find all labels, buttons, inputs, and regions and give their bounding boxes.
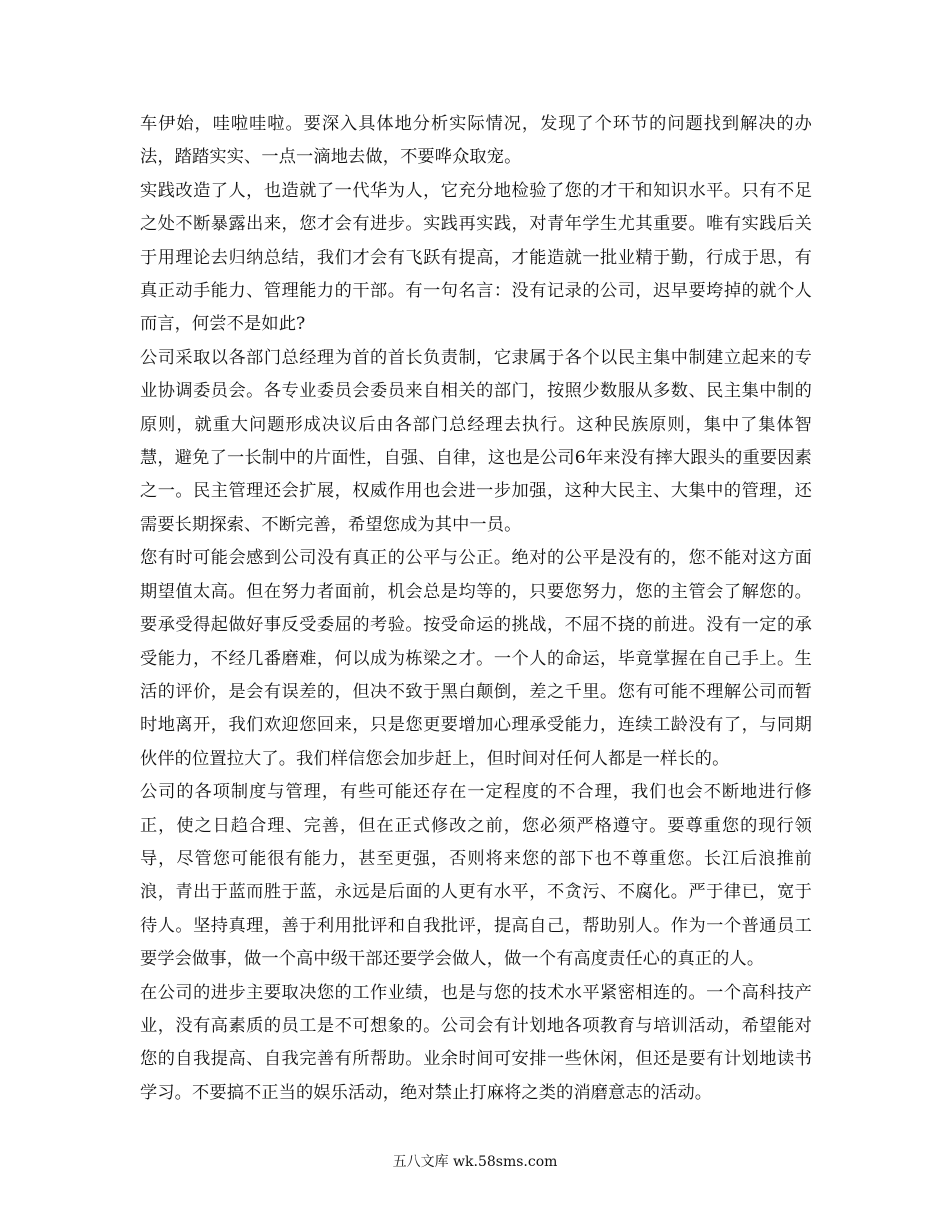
- paragraph: 您有时可能会感到公司没有真正的公平与公正。绝对的公平是没有的，您不能对这方面期望值太高。但在努力者面前，机会总是均等的，只要您努力，您的主管会了解您的。要承受得起做好事反受委屈的考验。按受命运的挑战，不屈不挠的前进。没有一定的承受能力，不经几番磨难，何以成为栋梁之才。一个人的命运，毕竟掌握在自己手上。生活的评价，是会有误差的，但决不致于黑白颠倒，差之千里。您有可能不理解公司而暂时地离开，我们欢迎您回来，只是您更要增加心理承受能力，连续工龄没有了，与同期伙伴的位置拉大了。我们样信您会加步赶上，但时间对任何人都是一样长的。: [140, 548, 812, 769]
- paragraph: 公司采取以各部门总经理为首的首长负责制，它隶属于各个以民主集中制建立起来的专业协调委员会。各专业委员会委员来自相关的部门，按照少数服从多数、民主集中制的原则，就重大问题形成决议后由各部门总经理去执行。这种民族原则，集中了集体智慧，避免了一长制中的片面性，自强、自律，这也是公司6年来没有摔大跟头的重要因素之一。民主管理还会扩展，权威作用也会进一步加强，这种大民主、大集中的管理，还需要长期探索、不断完善，希望您成为其中一员。: [140, 347, 812, 535]
- paragraph: 实践改造了人，也造就了一代华为人，它充分地检验了您的才干和知识水平。只有不足之处不断暴露出来，您才会有进步。实践再实践，对青年学生尤其重要。唯有实践后关于用理论去归纳总结，我们才会有飞跃有提高，才能造就一批业精于勤，行成于思，有真正动手能力、管理能力的干部。有一句名言：没有记录的公司，迟早要垮掉的就个人而言，何尝不是如此?: [140, 180, 812, 335]
- paragraph: 公司的各项制度与管理，有些可能还存在一定程度的不合理，我们也会不断地进行修正，使之日趋合理、完善，但在正式修改之前，您必须严格遵守。要尊重您的现行领导，尽管您可能很有能力，甚至更强，否则将来您的部下也不尊重您。长江后浪推前浪，青出于蓝而胜于蓝，永远是后面的人更有水平，不贪污、不腐化。严于律已，宽于待人。坚持真理，善于利用批评和自我批评，提高自己，帮助别人。作为一个普通员工要学会做事，做一个高中级干部还要学会做人，做一个有高度责任心的真正的人。: [140, 782, 812, 970]
- paragraph: 车伊始，哇啦哇啦。要深入具体地分析实际情况，发现了个环节的问题找到解决的办法，踏踏实实、一点一滴地去做，不要哗众取宠。: [140, 114, 812, 168]
- document-body: [140, 108, 812, 1110]
- page-footer: 五八文库 wk.58sms.com: [392, 1154, 558, 1170]
- paragraph: 在公司的进步主要取决您的工作业绩，也是与您的技术水平紧密相连的。一个高科技产业，没有高素质的员工是不可想象的。公司会有计划地各项教育与培训活动，希望能对您的自我提高、自我完善有所帮助。业余时间可安排一些休闲，但还是要有计划地读书学习。不要搞不正当的娱乐活动，绝对禁止打麻将之类的消磨意志的活动。: [140, 982, 812, 1103]
